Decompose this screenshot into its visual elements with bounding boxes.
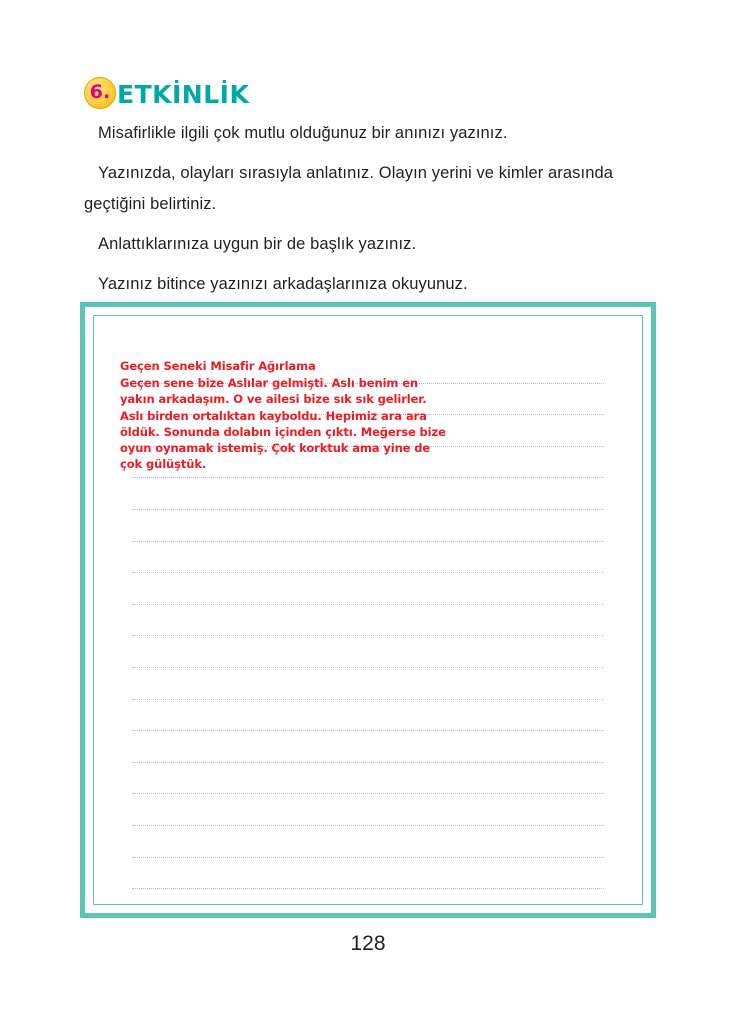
ruled-line	[132, 731, 604, 763]
activity-title: ETKİNLİK	[117, 79, 250, 109]
activity-number-badge	[84, 77, 116, 109]
ruled-line	[132, 510, 604, 542]
page-number: 128	[350, 932, 386, 955]
activity-number: 6.	[89, 80, 111, 103]
ruled-line	[132, 826, 604, 858]
answer-body: Geçen sene bize Aslılar gelmişti. Aslı benim en yakın arkadaşım. O ve ailesi bize sık sık gelirler. Aslı birden ortalıktan kayboldu. Hepimiz ara ara öldük. Sonunda dolabın içinden çıktı. Meğerse bize oyun oynamak istemiş. Çok korktuk ama yine de çok gülüştük.	[120, 376, 446, 472]
ruled-line	[132, 763, 604, 795]
ruled-line	[132, 636, 604, 668]
activity-heading	[84, 76, 249, 110]
ruled-line	[132, 478, 604, 510]
ruled-line	[132, 858, 604, 890]
ruled-line	[132, 700, 604, 732]
ruled-line	[132, 573, 604, 605]
ruled-line	[132, 542, 604, 574]
ruled-line	[132, 889, 604, 905]
instruction-list	[84, 118, 654, 309]
instruction-paragraph: Anlattıklarınıza uygun bir de başlık yazınız.	[98, 235, 417, 253]
answer-title: Geçen Seneki Misafir Ağırlama	[120, 359, 316, 373]
ruled-line	[132, 605, 604, 637]
ruled-line	[132, 668, 604, 700]
instruction-paragraph: Misafirlikle ilgili çok mutlu olduğunuz bir anınızı yazınız.	[98, 124, 508, 142]
ruled-line	[132, 794, 604, 826]
instruction-paragraph: Yazınızda, olayları sırasıyla anlatınız. Olayın yerini ve kimler arasında geçtiğini belirtiniz.	[84, 164, 614, 213]
instruction-paragraph: Yazınız bitince yazınızı arkadaşlarınıza okuyunuz.	[98, 275, 468, 293]
handwritten-answer	[120, 358, 450, 472]
